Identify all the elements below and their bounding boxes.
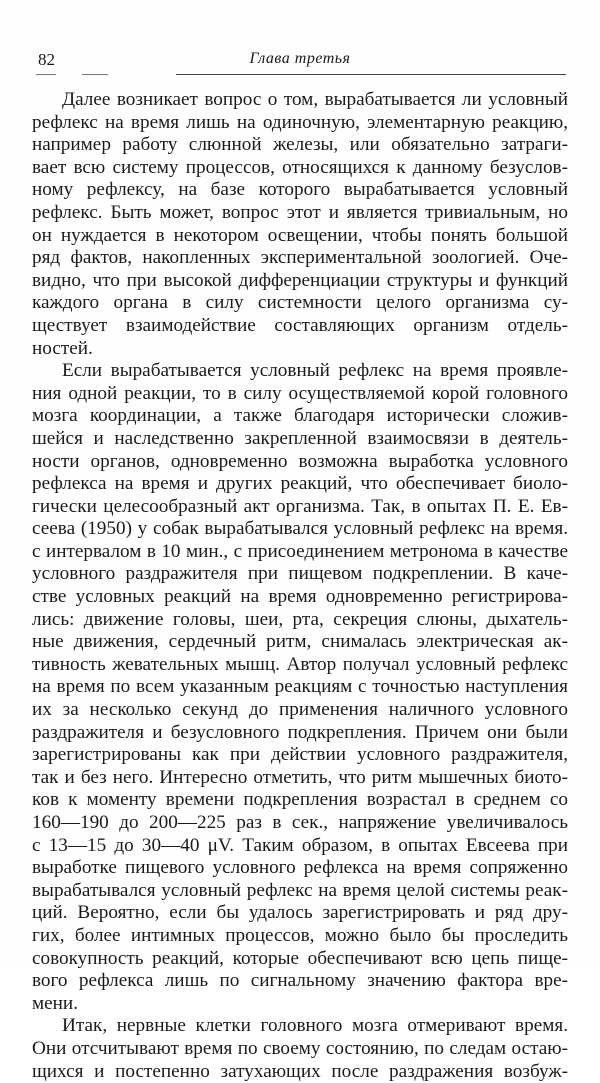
text-line: вырабатывался условный рефлекс на время целой системы реак- bbox=[32, 879, 568, 901]
text-line: вает всю систему процессов, относящихся к данному безуслов- bbox=[32, 156, 568, 178]
text-line: их за несколько секунд до применения наличного условного bbox=[32, 699, 568, 721]
text-line: ряд фактов, накопленных экспериментальной зоологией. Оче- bbox=[32, 247, 568, 269]
text-line: он нуждается в некотором освещении, чтобы понять большой bbox=[32, 224, 568, 246]
text-line: совокупность реакций, которые обеспечивают всю цепь пище- bbox=[32, 947, 568, 969]
text-line: вого рефлекса лишь по сигнальному значению фактора вре- bbox=[32, 970, 568, 992]
text-line: ков к моменту времени подкрепления возрастал в среднем со bbox=[32, 789, 568, 811]
text-line: каждого органа в силу системности целого организма су- bbox=[32, 292, 568, 314]
text-line: с 13—15 до 30—40 μV. Таким образом, в опытах Евсеева при bbox=[32, 834, 568, 856]
page-number: 82 bbox=[38, 50, 55, 69]
text-line: Если вырабатывается условный рефлекс на время проявле- bbox=[62, 360, 568, 382]
text-line: ностей. bbox=[32, 337, 93, 359]
text-line: рефлекс на время лишь на одиночную, элементарную реакцию, bbox=[32, 111, 568, 133]
text-line: раздражителя и безусловного подкрепления. Причем они были bbox=[32, 721, 568, 743]
text-line: щихся и постепенно затухающих после раздражения возбуж- bbox=[32, 1060, 568, 1082]
text-line: рефлекса на время и других реакций, что обеспечивает биоло- bbox=[32, 473, 568, 495]
text-line: с интервалом в 10 мин., с присоединением метронома в качестве bbox=[32, 540, 568, 562]
text-line: стве условных реакций на время одновременно регистрирова- bbox=[32, 586, 568, 608]
text-line: Далее возникает вопрос о том, вырабатывается ли условный bbox=[62, 89, 568, 110]
text-line: Итак, нервные клетки головного мозга отмеривают время. bbox=[62, 1015, 568, 1037]
text-line: рефлекс. Быть может, вопрос этот и является тривиальным, но bbox=[32, 201, 568, 223]
text-line: гически целесообразный акт организма. Так, в опытах П. Е. Ев- bbox=[32, 495, 568, 517]
text-line: выработке пищевого условного рефлекса на время сопряженно bbox=[32, 857, 568, 879]
paragraph bbox=[32, 360, 568, 1015]
text-line: видно, что при высокой дифференциации структуры и функций bbox=[32, 269, 568, 291]
text-line: 160—190 до 200—225 раз в сек., напряжение увеличивалось bbox=[32, 812, 568, 833]
text-line: зарегистрированы как при действии условного раздражителя, bbox=[32, 744, 568, 766]
body-text bbox=[32, 89, 568, 1083]
text-line: мени. bbox=[32, 992, 78, 1014]
text-line: ному рефлексу, на базе которого вырабатывается условный bbox=[32, 179, 568, 201]
text-line: ния одной реакции, то в силу осуществляемой корой головного bbox=[32, 382, 568, 404]
text-line: ций. Вероятно, если бы удалось зарегистрировать и ряд дру- bbox=[32, 902, 568, 924]
text-line: сеева (1950) у собак вырабатывался условный рефлекс на время. bbox=[32, 518, 568, 540]
header-rule-segment bbox=[36, 74, 56, 75]
text-line: ществует взаимодействие составляющих организм отдель- bbox=[32, 314, 568, 336]
text-line: так и без него. Интересно отметить, что ритм мышечных биото- bbox=[32, 766, 568, 788]
text-line: Они отсчитывают время по своему состоянию, по следам остаю- bbox=[32, 1037, 568, 1059]
paragraph bbox=[32, 89, 568, 360]
header-rule bbox=[176, 74, 566, 75]
text-line: на время по всем указанным реакциям с точностью наступления bbox=[32, 676, 568, 698]
text-line: шейся и наследственно закрепленной взаимосвязи в деятель- bbox=[32, 427, 568, 449]
text-line: ные движения, сердечный ритм, снималась электрическая ак- bbox=[32, 631, 568, 653]
header-rule-segment bbox=[82, 74, 108, 75]
text-line: тивность жевательных мышц. Автор получал условный рефлекс bbox=[32, 653, 568, 675]
text-line: ности органов, одновременно возможна выработка условного bbox=[32, 450, 568, 472]
chapter-title: Глава третья bbox=[249, 50, 351, 67]
running-head bbox=[32, 50, 568, 74]
text-line: лись: движение головы, шеи, рта, секреция слюны, дыхатель- bbox=[32, 608, 568, 630]
text-line: условного раздражителя при пищевом подкреплении. В каче- bbox=[32, 563, 568, 585]
text-line: например работу слюнной железы, или обязательно затраги- bbox=[32, 134, 568, 156]
text-line: мозга координации, а также благодаря исторически сложив- bbox=[32, 405, 568, 427]
text-line: гих, более интимных процессов, можно было бы проследить bbox=[32, 924, 568, 946]
paragraph bbox=[32, 1015, 568, 1083]
